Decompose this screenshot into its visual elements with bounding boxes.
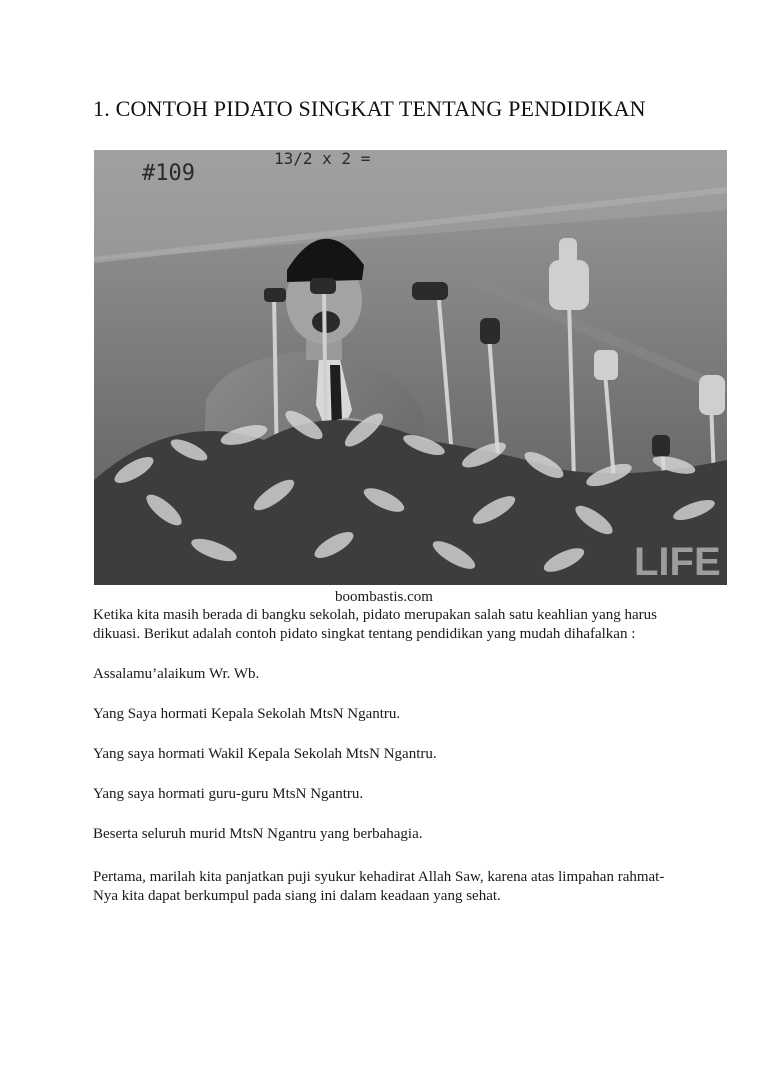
honorific-teachers: Yang saya hormati guru-guru MtsN Ngantru. (93, 786, 364, 802)
photo-text-number: #109 (142, 161, 195, 186)
document-body (93, 606, 678, 927)
page-title: 1. CONTOH PIDATO SINGKAT TENTANG PENDIDIKAN (93, 96, 646, 121)
honorific-students: Beserta seluruh murid MtsN Ngantru yang berbahagia. (93, 826, 423, 842)
photo-text-sum: 13/2 x 2 = (274, 150, 371, 168)
honorific-vice-principal: Yang saya hormati Wakil Kepala Sekolah MtsN Ngantru. (93, 746, 437, 762)
life-watermark: LIFE (634, 540, 721, 584)
speech-photo (94, 150, 727, 585)
intro-paragraph: Ketika kita masih berada di bangku sekolah, pidato merupakan salah satu keahlian yang harus dikuasi. Berikut adalah contoh pidato singkat tentang pendidikan yang mudah dihafalkan : (93, 607, 657, 642)
opening-paragraph: Pertama, marilah kita panjatkan puji syukur kehadirat Allah Saw, karena atas limpahan rahmat-Nya kita dapat berkumpul pada siang ini dalam keadaan yang sehat. (93, 869, 665, 904)
image-caption: boombastis.com (335, 589, 433, 605)
honorific-principal: Yang Saya hormati Kepala Sekolah MtsN Ngantru. (93, 706, 401, 722)
greeting-paragraph: Assalamu’alaikum Wr. Wb. (93, 666, 260, 682)
